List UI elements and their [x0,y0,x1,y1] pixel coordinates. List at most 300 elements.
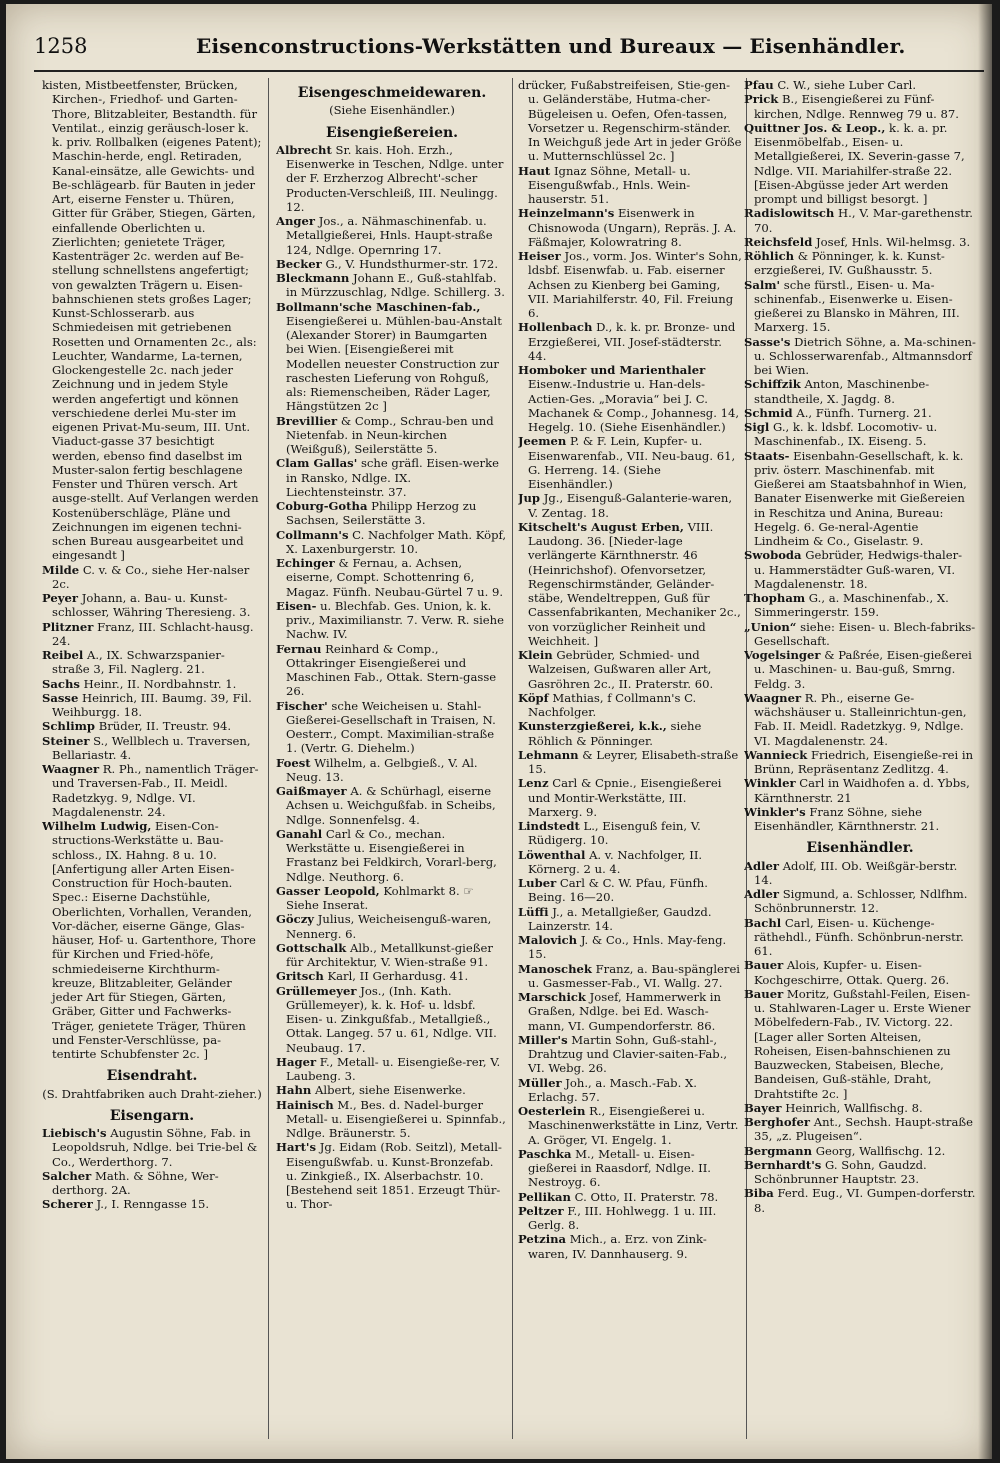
directory-entry [744,748,976,777]
directory-entry [276,941,508,970]
directory-entry [276,969,508,983]
entry-text: drücker, Fußabstreifeisen, Stie-gen- u. Geländerstäbe, Hutma-cher-Bügeleisen u. Oefen, Ofen-tassen, Vorsetzer u. Regenschirm-ständer. In Weichguß jede Art in jeder Größe u. Mutternschlüssel 2c. ] [518,78,742,164]
entry-text: P. & F. Lein, Kupfer- u. Eisenwarenfab., VII. Neu-baug. 61, G. Herreng. 14. (Siehe Eisenhändler.) [528,434,736,491]
entry-name: Liebisch's [42,1126,107,1140]
directory-entry [518,776,742,819]
entry-name: Haut [518,163,551,178]
entry-name: Schlimp [42,719,96,734]
entry-text: A. v. Nachfolger, II. Körnerg. 2 u. 4. [528,847,703,876]
entry-text: Josef, Hammerwerk in Graßen, Ndlge. bei Ed. Wasch-mann, VI. Gumpendorferstr. 86. [528,990,721,1033]
entry-text: Franz, a. Bau-spänglerei u. Gasmesser-Fab., VI. Wallg. 27. [528,961,741,990]
entry-text: Mathias, f Collmann's C. Nachfolger. [528,690,697,719]
entry-name: Bauer [744,958,784,973]
entry-name: Quittner Jos. & Leop., [744,120,886,135]
directory-entry [42,734,262,763]
directory-entry [744,335,976,378]
directory-entry [42,648,262,677]
entry-text: Eisen-Con-structions-Werkstätte u. Bau-schloss., IX. Hahng. 8 u. 10. [Anfertigung aller Arten Eisen-Construction für Hoch-bauten. Spec.: Eiserne Dachstühle, Oberlichten, Vorhallen, Veranden, Vor-dächer, eiserne Gänge, Glas-häuser, Hof- u. Gartenthore, Thore für Kirchen und Fried-höfe, schmiedeiserne Kirchthurm-kreuze, Blitzableiter, Geländer jeder Art für Stiegen, Gärten, Gräber, Gitter und Fachwerks-Träger, genietete Träger, Thüren und Fenster-Verschlüsse, pa-tentirte Schubfenster 2c. ] [52,819,256,1061]
directory-entry [42,677,262,691]
entry-text: kisten, Mistbeetfenster, Brücken, Kirchen-, Friedhof- und Garten-Thore, Blitzableiter, Bestandth. für Ventilat., einzig geräusch-loser k. k. priv. Rollbalken (eigenes Patent); Maschin-herde, engl. Retiraden, Kanal-einsätze, alle Gewichts- und Be-schlägearb. für Bauten in jeder Art, eiserne Fenster u. Thüren, Gitter für Gräber, Stiegen, Gärten, einfallende Oberlichten u. Zierlichten; genietete Träger, Kastenträger 2c. werden auf Be-stellung schnellstens angefertigt; von gewalzten Trägern u. Eisen-bahnschienen stets großes Lager; Kunst-Schlosserarb. aus Schmiedeisen mit getriebenen Rosetten und Ornamenten 2c., als: Leuchter, Wandarme, La-ternen, Glockengestelle 2c. nach jeder Zeichnung und in jedem Style werden angefertigt und können verschiedene derlei Mu-ster im eigenen Privat-Mu-seum, III. Unt. Viaduct-gasse 37 besichtigt werden, ebenso find daselbst im Muster-salon fertig beschlagene Fenster und Thüren versch. Art ausge-stellt. Auf Verlangen werden Kostenüberschläge, Pläne und Zeichnungen im eigenen techni-schen Bureau ausgearbeitet und eingesandt ] [42,78,262,563]
directory-entry [276,984,508,1055]
entry-text: F., III. Hohlwegg. 1 u. III. Gerlg. 8. [528,1203,717,1232]
column-divider [512,78,513,1439]
entry-name: „Union“ [744,619,797,634]
entry-text: A., IX. Schwarzspanier-straße 3, Fil. Naglerg. 21. [52,648,225,677]
entry-text: J., a. Metallgießer, Gaudzd. Lainzerstr. 14. [528,904,712,933]
entry-text: k. k. a. pr. Eisenmöbelfab., Eisen- u. Metallgießerei, IX. Severin-gasse 7, Ndlge. VII. Mariahilfer-straße 22. [Eisen-Abgüsse jeder Art werden prompt und billigst besorgt. ] [754,120,965,206]
entry-text: Josef, Hnls. Wil-helmsg. 3. [816,234,971,249]
entry-name: Hart's [276,1140,317,1155]
entry-text: Eisengießerei u. Mühlen-bau-Anstalt (Alexander Storer) in Baumgarten bei Wien. [Eisengießerei mit Modellen neuester Construction zur raschesten Lieferung von Rohguß, als: Riemenscheiben, Räder Lager, Hängstützen 2c ] [286,313,502,414]
entry-name: Thopham [744,591,806,605]
entry-text: M., Bes. d. Nadel-burger Metall- u. Eisengießerei u. Spinnfab., Ndlge. Bräunerstr. 5. [286,1097,506,1140]
entry-text: Carl & C. W. Pfau, Fünfh. Being. 16—20. [528,876,708,905]
entry-text: C. Otto, II. Praterstr. 78. [574,1189,719,1204]
directory-entry [518,1104,742,1147]
entry-name: Anger [276,214,316,228]
page-edge-shadow [978,4,992,1459]
directory-entry [276,827,508,884]
directory-entry [276,1083,508,1097]
entry-name: Kitschelt's August Erben, [518,519,684,534]
entry-text: Eisenwerk in Chisnowoda (Ungarn), Repräs. J. A. Fäßmajer, Kolowratring 8. [528,206,737,249]
entry-name: Reichsfeld [744,234,813,249]
column-1 [42,78,262,1449]
directory-entry [42,620,262,649]
entry-text: Jg. Eidam (Rob. Seitzl), Metall-Eisengußwfab. u. Kunst-Bronzefab. u. Zinkgieß., IX. Alserbachstr. 10. [Bestehend seit 1851. Erzeugt Thür- u. Thor- [286,1140,502,1212]
directory-entry [276,300,508,414]
entry-text: S., Wellblech u. Traversen, Bellariastr. 4. [52,733,251,762]
directory-entry [518,933,742,962]
entry-name: Bauer [744,986,784,1001]
directory-entry [42,691,262,720]
entry-name: Steiner [42,733,90,748]
entry-name: Hahn [276,1083,312,1098]
entry-name: Luber [518,876,557,890]
entry-text: Jos., vorm. Jos. Winter's Sohn, ldsbf. Eisenwfab. u. Fab. eiserner Achsen zu Kienberg bei Gaming, VII. Mariahilferstr. 40, Fil. Freiung 6. [528,249,742,320]
directory-entry [518,691,742,720]
entry-name: Becker [276,256,322,271]
running-title: Eisenconstructions-Werkstätten und Bureaux — Eisenhändler. [196,34,906,58]
entry-text: A., Fünfh. Turnerg. 21. [796,405,932,420]
entry-text: Adolf, III. Ob. Weißgär-berstr. 14. [754,858,958,887]
entry-name: Wannieck [744,747,808,762]
entry-text: Carl, Eisen- u. Küchenge-räthehdl., Fünfh. Schönbrun-nerstr. 61. [754,915,964,958]
entry-name: Winkler [744,776,796,791]
entry-text: G., V. Hundsthurmer-str. 172. [325,256,498,271]
entry-name: Plitzner [42,619,94,634]
entry-name: Milde [42,562,80,577]
section-heading: Eisengießereien. [325,124,459,141]
header-rule [34,70,984,72]
entry-text: B., Eisengießerei zu Fünf-kirchen, Ndlge. Rennweg 79 u. 87. [754,92,959,121]
directory-entry [276,599,508,642]
directory-entry [518,1190,742,1204]
directory-entry [276,884,508,913]
entry-name: Bergmann [744,1143,813,1158]
directory-entry [276,528,508,557]
directory-entry [744,648,976,691]
entry-name: Brevillier [276,413,338,428]
entry-text: Sigmund, a. Schlosser, Ndlfhm. Schönbrunnerstr. 12. [754,887,968,916]
entry-name: Reibel [42,648,84,662]
entry-text: Heinrich, III. Baumg. 39, Fil. Weihburgg. 18. [52,690,252,719]
directory-entry [518,905,742,934]
entry-text: D., k. k. pr. Bronze- und Erzgießerei, VII. Josef-städterstr. 44. [528,320,736,363]
entry-name: Adler [744,887,779,901]
entry-name: Bernhardt's [744,1157,822,1172]
entry-name: Bayer [744,1100,782,1115]
entry-text: Franz, III. Schlacht-hausg. 24. [52,619,254,648]
directory-entry [276,784,508,827]
directory-entry [518,819,742,848]
entry-text: Eisenw.-Industrie u. Han-dels-Actien-Ges. „Moravia“ bei J. C. Machanek & Comp., Johannesg. 14, Hegelg. 10. (Siehe Eisenhändler.) [528,377,740,434]
entry-name: Fischer' [276,698,328,713]
entry-name: Ganahl [276,826,323,841]
entry-text: Karl, II Gerhardusg. 41. [327,969,469,984]
directory-entry [518,848,742,877]
section-note: (S. Drahtfabriken auch Draht-zieher.) [42,1086,262,1101]
directory-entry [744,206,976,235]
entry-text: Dietrich Söhne, a. Ma-schinen- u. Schlosserwarenfab., Altmannsdorf bei Wien. [754,334,976,377]
directory-entry [744,235,976,249]
directory-entry [518,1033,742,1076]
directory-entry [42,1169,262,1198]
directory-entry [744,278,976,335]
entry-name: Collmann's [276,527,349,542]
section-heading: Eisengarn. [109,1107,195,1124]
directory-entry [42,78,262,563]
directory-entry [276,271,508,300]
entry-name: Marschick [518,990,586,1004]
entry-name: Lindstedt [518,819,580,833]
entry-text: Ant., Sechsh. Haupt-straße 35, „z. Plugeisen“. [754,1115,973,1144]
directory-entry [744,78,976,92]
entry-name: Peltzer [518,1203,564,1218]
directory-entry [518,990,742,1033]
entry-name: Hainisch [276,1097,334,1112]
entry-text: H., V. Mar-garethenstr. 70. [754,206,973,235]
entry-text: Jg., Eisenguß-Galanterie-waren, V. Zentag. 18. [528,491,733,520]
directory-entry [276,414,508,457]
entry-text: & Paßrée, Eisen-gießerei u. Maschinen- u. Bau-guß, Smrng. Feldg. 3. [754,648,972,691]
entry-name: Berghofer [744,1115,811,1129]
entry-name: Grüllemeyer [276,983,357,998]
directory-entry [518,1076,742,1105]
directory-entry [518,719,742,748]
entry-text: J. & Co., Hnls. May-feng. 15. [528,933,727,962]
entry-text: Heinr., II. Nordbahnstr. 1. [83,676,237,691]
directory-entry [42,1126,262,1169]
entry-name: Köpf [518,690,549,705]
entry-text: Alois, Kupfer- u. Eisen-Kochgeschirre, Ottak. Querg. 26. [754,958,950,987]
directory-entry [744,121,976,207]
entry-text: u. Blechfab. Ges. Union, k. k. priv., Maximilianstr. 7. Verw. R. siehe Nachw. IV. [286,598,504,642]
directory-entry [744,420,976,449]
entry-text: C. Nachfolger Math. Köpf, X. Laxenburgerstr. 10. [286,527,507,556]
entry-text: VIII. Laudong. 36. [Nieder-lage verlängerte Kärnthnerstr. 46 (Heinrichshof). Ofenvorsetzer, Regenschirmständer, Geländer-stäbe, Wendeltreppen, Guß für Cassenfabrikanten, Mechaniker 2c., von vorzüglicher Reinheit und Weichheit. ] [528,519,741,648]
directory-entry [276,499,508,528]
entry-name: Schmid [744,405,793,420]
directory-entry [744,859,976,888]
directory-entry [744,691,976,748]
entry-text: M., Metall- u. Eisen-gießerei in Raasdorf, Ndlge. II. Nestroyg. 6. [528,1146,711,1190]
entry-text: Brüder, II. Treustr. 94. [98,719,232,734]
entry-text: Augustin Söhne, Fab. in Leopoldsruh, Ndlge. bei Trie-bel & Co., Werderthorg. 7. [52,1126,258,1169]
entry-name: Röhlich [744,249,795,263]
directory-entry [276,556,508,599]
directory-entry [518,520,742,648]
entry-text: sche gräfl. Eisen-werke in Ransko, Ndlge. IX. Liechtensteinstr. 37. [286,456,499,499]
directory-entry [276,642,508,699]
entry-name: Pfau [744,78,774,92]
entry-name: Sigl [744,420,770,434]
column-3 [518,78,742,1449]
entry-text: Sr. kais. Hoh. Erzh., Eisenwerke in Teschen, Ndlge. unter der F. Erzherzog Albrecht'-scher Producten-Verschleiß, III. Neulingg. 12. [286,142,504,214]
entry-text: J., I. Renngasse 15. [96,1197,210,1212]
directory-entry [276,912,508,941]
directory-entry [276,143,508,214]
entry-text: Wilhelm, a. Gelbgieß., V. Al. Neug. 13. [286,755,478,784]
directory-entry [518,320,742,363]
directory-entry [42,762,262,819]
entry-text: Julius, Weicheisenguß-waren, Nennerg. 6. [286,912,492,941]
entry-text: A. & Schürhagl, eiserne Achsen u. Weichgußfab. in Scheibs, Ndlge. Sonnenfelsg. 4. [286,784,496,827]
directory-entry [276,699,508,756]
directory-entry [518,962,742,991]
entry-text: Anton, Maschinenbe-standtheile, X. Jagdg. 8. [754,377,930,406]
directory-entry [42,819,262,1061]
entry-text: sche fürstl., Eisen- u. Ma-schinenfab., Eisenwerke u. Eisen-gießerei zu Blansko in Mähren, III. Marxerg. 15. [754,277,960,335]
entry-name: Löwenthal [518,847,586,862]
entry-name: Heinzelmann's [518,206,615,221]
entry-name: Swoboda [744,548,802,563]
directory-entry [744,1158,976,1187]
entry-text: Kohlmarkt 8. ☞ Siehe Inserat. [286,883,474,912]
entry-name: Miller's [518,1032,568,1047]
entry-name: Waagner [744,690,802,705]
entry-name: Oesterlein [518,1104,586,1118]
entry-name: Foest [276,755,311,770]
entry-text: Carl in Waidhofen a. d. Ybbs, Kärnthnerstr. 21 [754,776,970,805]
entry-name: Gasser Leopold, [276,883,380,898]
entry-text: Martin Sohn, Guß-stahl-, Drahtzug und Clavier-saiten-Fab., VI. Webg. 26. [528,1032,728,1076]
directory-entry [744,249,976,278]
directory-entry [276,1140,508,1211]
directory-entry [744,958,976,987]
directory-entry [744,377,976,406]
directory-entry [744,548,976,591]
directory-entry [744,916,976,959]
directory-entry [744,406,976,420]
entry-name: Müller [518,1075,562,1090]
entry-text: sche Weicheisen u. Stahl-Gießerei-Gesellschaft in Traisen, N. Oesterr., Compt. Maximilian-straße 1. (Vertr. G. Diehelm.) [286,698,496,756]
directory-entry [518,164,742,207]
entry-name: Schiffzik [744,377,801,392]
section-note: (Siehe Eisenhändler.) [329,103,455,118]
entry-name: Echinger [276,556,335,570]
entry-name: Klein [518,648,553,662]
entry-name: Peyer [42,591,79,605]
entry-name: Homboker und Marienthaler [518,363,706,377]
column-2 [276,78,508,1449]
directory-entry [744,1186,976,1215]
directory-entry [744,1115,976,1144]
directory-entry [276,1055,508,1084]
entry-text: Alb., Metallkunst-gießer für Architektur, V. Wien-straße 91. [286,940,493,969]
entry-text: G., k. k. ldsbf. Locomotiv- u. Maschinenfab., IX. Eiseng. 5. [754,420,938,449]
entry-text: Ignaz Söhne, Metall- u. Eisengußwfab., Hnls. Wein-hauserstr. 51. [528,163,691,206]
entry-name: Salcher [42,1168,92,1183]
directory-page [6,4,992,1459]
entry-name: Göczy [276,912,315,927]
entry-text: G., a. Maschinenfab., X. Simmeringerstr. 159. [754,591,949,620]
entry-name: Gottschalk [276,940,347,955]
entry-name: Coburg-Gotha [276,499,368,513]
entry-name: Winkler's [744,804,806,819]
entry-name: Adler [744,858,779,873]
entry-name: Lehmann [518,747,579,762]
entry-text: R., Eisengießerei u. Maschinenwerkstätte in Linz, Vertr. A. Gröger, VI. Engelg. 1. [528,1104,739,1147]
entry-name: Radislowitsch [744,206,835,221]
page-number: 1258 [34,34,88,58]
entry-text: Franz Söhne, siehe Eisenhändler, Kärnthnerstr. 21. [754,804,940,833]
entry-name: Petzina [518,1232,567,1247]
directory-entry [744,776,976,805]
entry-name: Pellikan [518,1189,571,1204]
entry-text: Georg, Wallfischg. 12. [815,1143,946,1158]
entry-name: Salm' [744,277,781,292]
entry-name: Clam Gallas' [276,456,358,471]
entry-text: F., Metall- u. Eisengieße-rer, V. Laubeng. 3. [286,1054,501,1083]
entry-name: Hollenbach [518,320,593,335]
directory-entry [744,591,976,620]
entry-name: Heiser [518,249,561,263]
entry-name: Malovich [518,933,578,947]
directory-entry [518,1232,742,1261]
directory-entry [518,434,742,491]
entry-text: Heinrich, Wallfischg. 8. [785,1100,923,1115]
directory-entry [744,987,976,1101]
entry-text: Albert, siehe Eisenwerke. [315,1083,466,1098]
entry-text: & Leyrer, Elisabeth-straße 15. [528,747,739,776]
directory-entry [518,1147,742,1190]
entry-text: & Comp., Schrau-ben und Nietenfab. in Neun-kirchen (Weißguß), Seilerstätte 5. [286,413,494,456]
entry-name: Lüffi [518,904,549,919]
directory-entry [744,92,976,121]
entry-text: Math. & Söhne, Wer-derthorg. 2A. [52,1168,219,1197]
directory-entry [518,876,742,905]
entry-text: Mich., a. Erz. von Zink-waren, IV. Dannhauserg. 9. [528,1232,707,1261]
entry-text: Johann, a. Bau- u. Kunst-schlosser, Währing Theresieng. 3. [52,591,251,620]
directory-entry [276,456,508,499]
directory-entry [518,249,742,320]
directory-entry [518,363,742,434]
directory-entry [744,620,976,649]
entry-name: Gritsch [276,969,324,984]
entry-text: R. Ph., namentlich Träger- und Traversen-Fab., II. Meidl. Radetzkyg. 9, Ndlge. VI. Magdalenenstr. 24. [52,762,259,819]
directory-entry [42,719,262,733]
directory-entry [276,756,508,785]
entry-name: Lenz [518,776,549,791]
entry-text: & Fernau, a. Achsen, eiserne, Compt. Schottenring 6, Magaz. Fünfh. Neubau-Gürtel 7 u. 9. [286,556,504,599]
directory-entry [276,214,508,257]
directory-entry [518,206,742,249]
entry-name: Hager [276,1054,317,1069]
entry-name: Sasse's [744,334,791,349]
entry-text: R. Ph., eiserne Ge-wächshäuser u. Stalleinrichtun-gen, Fab. II. Meidl. Radetzkyg. 9, Ndlge. VI. Magdalenenstr. 24. [754,690,967,748]
directory-entry [744,1144,976,1158]
entry-name: Jeemen [518,434,567,449]
directory-entry [744,887,976,916]
directory-entry [744,805,976,834]
entry-text: & Pönninger, k. k. Kunst-erzgießerei, IV. Gußhausstr. 5. [754,249,945,278]
entry-text: Jos., (Inh. Kath. Grüllemeyer), k. k. Hof- u. ldsbf. Eisen- u. Zinkgußfab., Metallgieß., Ottak. Langeg. 57 u. 61, Ndlge. VII. Neubaug. 17. [286,983,497,1055]
entry-name: Prick [744,92,779,107]
entry-text: Gebrüder, Hedwigs-thaler- u. Hammerstädter Guß-waren, VI. Magdalenenstr. 18. [754,548,963,591]
entry-text: L., Eisenguß fein, V. Rüdigerg. 10. [528,819,701,848]
entry-name: Vogelsinger [744,648,821,662]
entry-name: Sachs [42,676,80,691]
entry-text: Eisenbahn-Gesellschaft, k. k. priv. österr. Maschinenfab. mit Gießerei am Staatsbahnhof in Wien, Banater Eisenwerke mit Gießereien in Reschitza und Anina, Bureau: Hegelg. 6. Ge-neral-Agentie Lindheim & Co., Giselastr. 9. [754,448,967,548]
entry-text: Reinhard & Comp., Ottakringer Eisengießerei und Maschinen Fab., Ottak. Stern-gasse 26. [286,641,497,699]
section-heading: Eisendraht. [106,1068,198,1085]
directory-entry [42,591,262,620]
entry-name: Fernau [276,641,322,656]
section-heading: Eisengeschmeidewaren. [297,85,487,101]
entry-name: Bachl [744,915,782,930]
directory-entry [42,563,262,592]
entry-name: Paschka [518,1146,572,1161]
directory-entry [518,648,742,691]
entry-name: Scherer [42,1197,93,1212]
entry-text: siehe: Eisen- u. Blech-fabriks-Gesellschaft. [754,619,976,648]
entry-name: Bollmann'sche Maschinen-fab., [276,299,481,314]
entry-text: Ferd. Eug., VI. Gumpen-dorferstr. 8. [754,1186,976,1215]
entry-name: Bleckmann [276,271,350,285]
directory-entry [518,491,742,520]
entry-text: Gebrüder, Schmied- und Walzeisen, Gußwaren aller Art, Gasröhren 2c., II. Praterstr. 60. [528,648,714,691]
directory-entry [518,1204,742,1233]
entry-text: Philipp Herzog zu Sachsen, Seilerstätte 3. [286,499,477,528]
entry-name: Manoschek [518,961,592,976]
entry-text: Moritz, Gußstahl-Feilen, Eisen- u. Stahlwaren-Lager u. Erste Wiener Möbelfedern-Fab., IV. Victorg. 22. [Lager aller Sorten Alteisen, Roheisen, Eisen-bahnschienen zu Bauzwecken, Stabeisen, Bleche, Bandeisen, Guß-stähle, Draht, Drahtstifte 2c. ] [754,986,971,1101]
section-heading: Eisenhändler. [806,840,914,857]
directory-entry [276,1098,508,1141]
entry-text: C. v. & Co., siehe Her-nalser 2c. [52,562,250,591]
directory-entry [518,78,742,164]
entry-name: Sasse [42,690,79,705]
entry-text: Joh., a. Masch.-Fab. X. Erlachg. 57. [528,1075,697,1104]
directory-entry [42,1197,262,1211]
column-divider [268,78,269,1439]
directory-entry [744,1101,976,1115]
entry-name: Jup [518,491,541,506]
entry-text: Carl & Cpnie., Eisengießerei und Montir-Werkstätte, III. Marxerg. 9. [528,776,722,819]
directory-entry [744,449,976,549]
entry-text: G. Sohn, Gaudzd. Schönbrunner Hauptstr. 23. [754,1157,927,1186]
entry-name: Staats- [744,448,790,463]
directory-entry [518,748,742,777]
entry-text: C. W., siehe Luber Carl. [777,78,917,92]
entry-text: Friedrich, Eisengieße-rei in Brünn, Repräsentanz Zedlitzg. 4. [754,747,974,776]
entry-name: Eisen- [276,598,317,613]
entry-name: Gaißmayer [276,784,347,798]
entry-name: Waagner [42,762,100,776]
entry-name: Biba [744,1186,774,1201]
directory-entry [276,257,508,271]
column-4 [744,78,976,1449]
